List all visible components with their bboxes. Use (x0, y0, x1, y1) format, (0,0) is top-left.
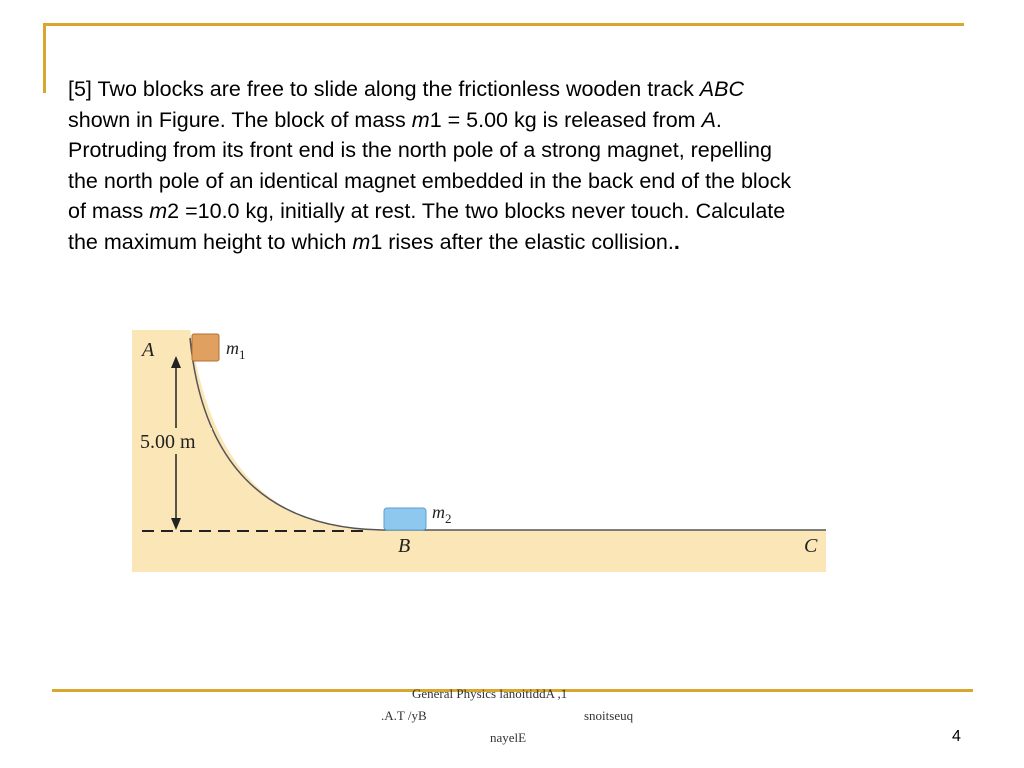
track-figure (132, 330, 826, 572)
footer-line-2-right: snoitseuq (584, 708, 634, 723)
footer-line-2-left: .A.T /yB (381, 708, 427, 723)
block-m2 (384, 508, 426, 530)
footer-line-1: General Physics lanoitiddA ,1 (412, 686, 568, 701)
problem-line-5: of mass m2 =10.0 kg, initially at rest. The two blocks never touch. Calculate (68, 199, 786, 223)
m2-label: $m_2$ (432, 502, 452, 526)
point-label-c: C (804, 535, 818, 557)
point-label-b: B (398, 535, 411, 557)
footer-line-3: nayelE (490, 730, 527, 745)
m1-label: $m_1$ (226, 338, 246, 362)
frame-top-rule (43, 23, 964, 26)
problem-line-3: Protruding from its front end is the north pole of a strong magnet, repelling (68, 138, 772, 162)
frame-left-rule (43, 23, 46, 93)
point-label-a: A (142, 339, 155, 361)
page-number: 4 (952, 728, 961, 745)
problem-line-6: the maximum height to which m1 rises after the elastic collision.. (68, 229, 680, 254)
height-label: 5.00 m (140, 431, 196, 453)
block-m1 (192, 334, 219, 361)
problem-line-1: [5] Two blocks are free to slide along the frictionless wooden track ABC (68, 77, 745, 101)
problem-line-2: shown in Figure. The block of mass m1 = 5.00 kg is released from A. (68, 107, 722, 132)
figure-sky-area (190, 330, 826, 530)
problem-statement (68, 74, 948, 257)
problem-line-4: the north pole of an identical magnet embedded in the back end of the block (68, 168, 792, 193)
